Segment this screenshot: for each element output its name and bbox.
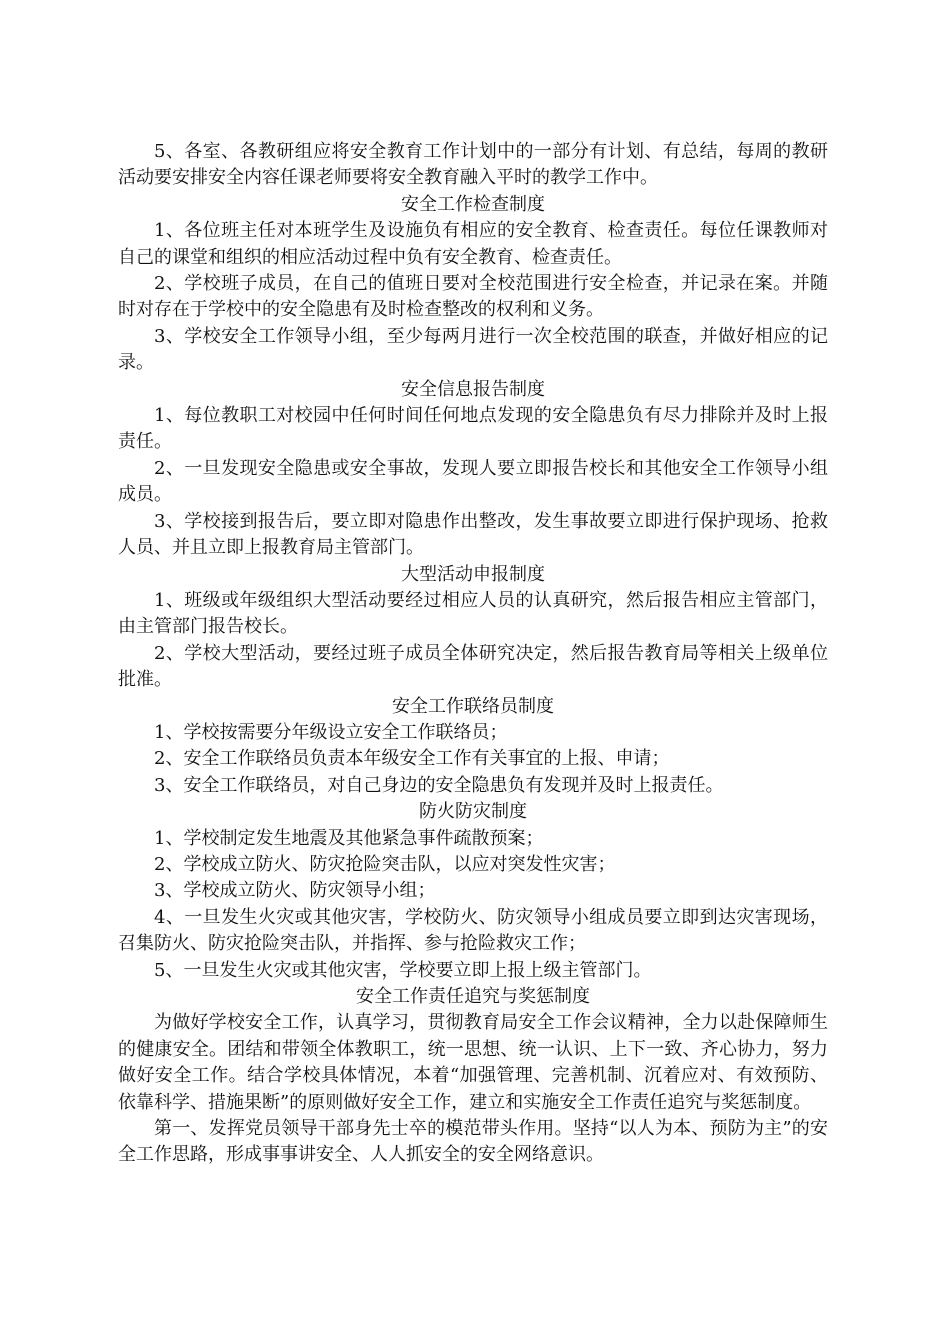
paragraph: 2、安全工作联络员负责本年级安全工作有关事宜的上报、申请； [154, 748, 670, 770]
paragraph: 2、一旦发现安全隐患或安全事故，发现人要立即报告校长和其他安全工作领导小组成员。 [118, 457, 828, 506]
section-heading-fire-prevention: 防火防灾制度 [419, 801, 527, 823]
paragraph-5-teaching-plan: 5、各室、各教研组应将安全教育工作计划中的一部分有计划、有总结，每周的教研活动要安排安全内容任课老师要将安全教育融入平时的教学工作中。 [118, 141, 828, 189]
paragraph: 3、学校接到报告后，要立即对隐患作出整改，发生事故要立即进行保护现场、抢救人员、并且立即上报教育局主管部门。 [118, 510, 828, 559]
paragraph: 4、一旦发生火灾或其他灾害，学校防火、防灾领导小组成员要立即到达灾害现场，召集防火、防灾抢险突击队，并指挥、参与抢险救灾工作； [118, 906, 828, 955]
paragraph: 3、学校安全工作领导小组，至少每两月进行一次全校范围的联查，并做好相应的记录。 [118, 325, 828, 374]
paragraph: 5、一旦发生火灾或其他灾害，学校要立即上报上级主管部门。 [154, 959, 652, 981]
paragraph: 3、学校成立防火、防灾领导小组； [154, 880, 436, 902]
paragraph: 1、每位教职工对校园中任何时间任何地点发现的安全隐患负有尽力排除并及时上报责任。 [118, 405, 828, 453]
paragraph: 1、学校制定发生地震及其他紧急事件疏散预案； [154, 827, 544, 849]
paragraph: 2、学校班子成员，在自己的值班日要对全校范围进行安全检查，并记录在案。并随时对存在于学校中的安全隐患有及时检查整改的权利和义务。 [118, 273, 828, 321]
section-heading-liaison: 安全工作联络员制度 [392, 695, 554, 717]
paragraph: 1、班级或年级组织大型活动要经过相应人员的认真研究，然后报告相应主管部门，由主管部门报告校长。 [118, 589, 828, 638]
paragraph: 3、安全工作联络员，对自己身边的安全隐患负有发现并及时上报责任。 [154, 774, 724, 796]
paragraph: 1、学校按需要分年级设立安全工作联络员； [154, 721, 508, 743]
section-heading-inspection: 安全工作检查制度 [401, 193, 545, 215]
document-page [118, 139, 828, 1169]
section-heading-info-report: 安全信息报告制度 [401, 378, 545, 400]
section-heading-activity-report: 大型活动申报制度 [401, 563, 545, 585]
paragraph: 为做好学校安全工作，认真学习，贯彻教育局安全工作会议精神，全力以赴保障师生的健康安全。团结和带领全体教职工，统一思想、统一认识、上下一致、齐心协力，努力做好安全工作。结合学校具体情况，本着“加强管理、完善机制、沉着应对、有效预防、依靠科学、措施果断”的原则做好安全工作，建立和实施安全工作责任追究与奖惩制度。 [118, 1012, 828, 1113]
paragraph: 1、各位班主任对本班学生及设施负有相应的安全教育、检查责任。每位任课教师对自己的课堂和组织的相应活动过程中负有安全教育、检查责任。 [118, 220, 828, 268]
paragraph: 2、学校大型活动，要经过班子成员全体研究决定，然后报告教育局等相关上级单位批准。 [118, 642, 828, 691]
section-heading-accountability: 安全工作责任追究与奖惩制度 [356, 986, 590, 1007]
paragraph: 2、学校成立防火、防灾抢险突击队，以应对突发性灾害； [154, 853, 616, 875]
paragraph: 第一、发挥党员领导干部身先士卒的模范带头作用。坚持“以人为本、预防为主”的安全工作思路，形成事事讲安全、人人抓安全的安全网络意识。 [118, 1118, 828, 1166]
